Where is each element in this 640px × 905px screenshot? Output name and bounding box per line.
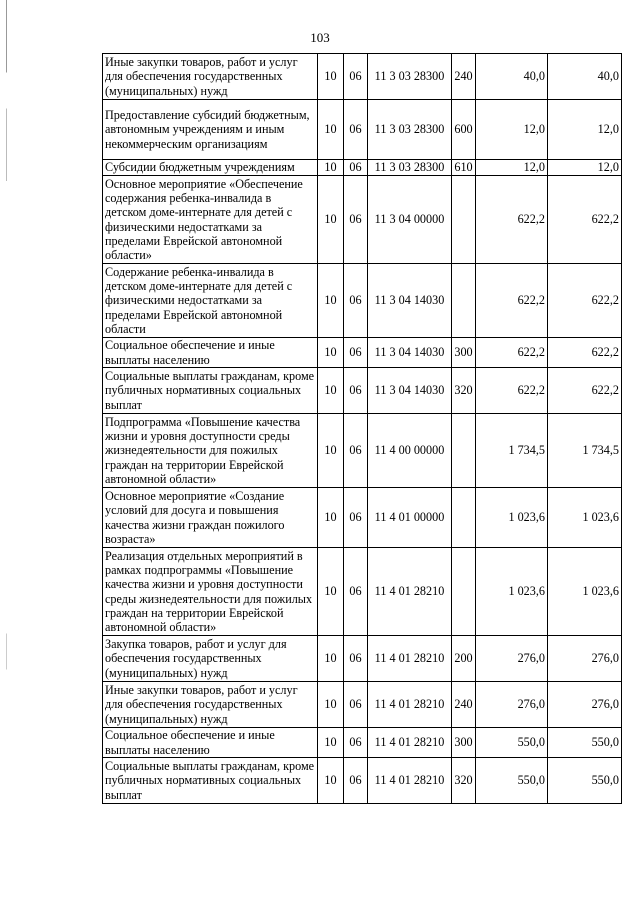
table-cell-subsection: 06 <box>344 54 368 100</box>
table-cell-expense-type: 320 <box>452 758 476 804</box>
table-cell-target-article: 11 3 04 00000 <box>368 176 452 264</box>
table-cell-section: 10 <box>318 368 344 414</box>
table-cell-amount-1: 1 734,5 <box>476 414 548 488</box>
table-row <box>103 100 622 160</box>
table-cell-amount-2: 1 023,6 <box>548 548 622 636</box>
table-cell-section: 10 <box>318 488 344 548</box>
table-cell-amount-2: 550,0 <box>548 728 622 758</box>
table-cell-section: 10 <box>318 338 344 368</box>
table-cell-amount-1: 40,0 <box>476 54 548 100</box>
table-cell-amount-1: 1 023,6 <box>476 488 548 548</box>
table-cell-expense-type: 300 <box>452 338 476 368</box>
table-cell-amount-1: 12,0 <box>476 100 548 160</box>
table-cell-amount-2: 40,0 <box>548 54 622 100</box>
table-cell-subsection: 06 <box>344 488 368 548</box>
table-cell-target-article: 11 4 01 28210 <box>368 682 452 728</box>
table-cell-amount-1: 12,0 <box>476 160 548 176</box>
table-row <box>103 54 622 100</box>
table-cell-section: 10 <box>318 54 344 100</box>
table-cell-name: Реализация отдельных мероприятий в рамках подпрограммы «Повышение качества жизни и уровня доступности среды жизнедеятельности для пожилых граждан на территории Еврейской автономной области» <box>103 548 318 636</box>
table-cell-expense-type: 200 <box>452 636 476 682</box>
table-cell-amount-1: 622,2 <box>476 368 548 414</box>
table-cell-expense-type: 600 <box>452 100 476 160</box>
table-cell-amount-1: 276,0 <box>476 636 548 682</box>
table-cell-section: 10 <box>318 682 344 728</box>
table-cell-amount-2: 12,0 <box>548 100 622 160</box>
table-cell-amount-2: 550,0 <box>548 758 622 804</box>
table-cell-expense-type <box>452 548 476 636</box>
table-cell-subsection: 06 <box>344 728 368 758</box>
table-row <box>103 264 622 338</box>
table-cell-amount-1: 550,0 <box>476 758 548 804</box>
table-row <box>103 176 622 264</box>
table-cell-target-article: 11 3 04 14030 <box>368 368 452 414</box>
table-row <box>103 548 622 636</box>
table-cell-subsection: 06 <box>344 636 368 682</box>
table-cell-name: Предоставление субсидий бюджетным, автономным учреждениям и иным некоммерческим организациям <box>103 100 318 160</box>
table-row <box>103 728 622 758</box>
table-cell-subsection: 06 <box>344 548 368 636</box>
table-cell-subsection: 06 <box>344 758 368 804</box>
table-cell-section: 10 <box>318 548 344 636</box>
table-cell-expense-type <box>452 176 476 264</box>
table-cell-amount-1: 622,2 <box>476 338 548 368</box>
table-row <box>103 682 622 728</box>
table-cell-name: Основное мероприятие «Обеспечение содержания ребенка-инвалида в детском доме-интернате для детей с физическими недостатками за пределами Еврейской автономной области» <box>103 176 318 264</box>
table-cell-section: 10 <box>318 176 344 264</box>
table-row <box>103 338 622 368</box>
table-cell-name: Субсидии бюджетным учреждениям <box>103 160 318 176</box>
table-cell-amount-2: 622,2 <box>548 176 622 264</box>
table-cell-target-article: 11 3 04 14030 <box>368 338 452 368</box>
table-cell-target-article: 11 4 01 28210 <box>368 728 452 758</box>
table-cell-expense-type: 610 <box>452 160 476 176</box>
page-number: 103 <box>310 30 330 45</box>
table-cell-amount-1: 622,2 <box>476 176 548 264</box>
table-cell-section: 10 <box>318 100 344 160</box>
budget-table <box>102 53 622 804</box>
table-cell-amount-2: 1 023,6 <box>548 488 622 548</box>
table-cell-section: 10 <box>318 758 344 804</box>
table-cell-name: Подпрограмма «Повышение качества жизни и уровня доступности среды жизнедеятельности для пожилых граждан на территории Еврейской автономной области» <box>103 414 318 488</box>
table-cell-target-article: 11 4 01 00000 <box>368 488 452 548</box>
table-row <box>103 758 622 804</box>
table-row <box>103 414 622 488</box>
table-cell-expense-type <box>452 414 476 488</box>
table-cell-subsection: 06 <box>344 368 368 414</box>
table-cell-amount-1: 276,0 <box>476 682 548 728</box>
table-cell-name: Социальные выплаты гражданам, кроме публичных нормативных социальных выплат <box>103 368 318 414</box>
table-cell-target-article: 11 4 01 28210 <box>368 636 452 682</box>
table-cell-target-article: 11 3 04 14030 <box>368 264 452 338</box>
table-cell-section: 10 <box>318 264 344 338</box>
table-cell-subsection: 06 <box>344 176 368 264</box>
table-cell-target-article: 11 3 03 28300 <box>368 160 452 176</box>
table-cell-section: 10 <box>318 728 344 758</box>
table-cell-amount-2: 622,2 <box>548 368 622 414</box>
table-row <box>103 488 622 548</box>
table-cell-target-article: 11 4 00 00000 <box>368 414 452 488</box>
table-cell-subsection: 06 <box>344 264 368 338</box>
table-cell-amount-1: 622,2 <box>476 264 548 338</box>
table-row <box>103 368 622 414</box>
table-cell-name: Социальное обеспечение и иные выплаты населению <box>103 338 318 368</box>
table-cell-subsection: 06 <box>344 100 368 160</box>
table-cell-target-article: 11 3 03 28300 <box>368 100 452 160</box>
table-cell-subsection: 06 <box>344 338 368 368</box>
table-row <box>103 160 622 176</box>
table-cell-amount-2: 622,2 <box>548 264 622 338</box>
table-cell-subsection: 06 <box>344 682 368 728</box>
table-cell-amount-2: 1 734,5 <box>548 414 622 488</box>
table-cell-amount-2: 276,0 <box>548 682 622 728</box>
table-row <box>103 636 622 682</box>
scan-edge-mark <box>6 0 7 905</box>
table-cell-name: Социальное обеспечение и иные выплаты населению <box>103 728 318 758</box>
table-cell-amount-1: 1 023,6 <box>476 548 548 636</box>
table-cell-expense-type <box>452 488 476 548</box>
table-cell-section: 10 <box>318 160 344 176</box>
table-cell-expense-type: 240 <box>452 682 476 728</box>
table-cell-target-article: 11 3 03 28300 <box>368 54 452 100</box>
table-cell-target-article: 11 4 01 28210 <box>368 548 452 636</box>
table-cell-amount-2: 12,0 <box>548 160 622 176</box>
table-cell-expense-type <box>452 264 476 338</box>
table-cell-name: Иные закупки товаров, работ и услуг для обеспечения государственных (муниципальных) нужд <box>103 682 318 728</box>
table-cell-name: Иные закупки товаров, работ и услуг для обеспечения государственных (муниципальных) нужд <box>103 54 318 100</box>
table-cell-subsection: 06 <box>344 414 368 488</box>
table-cell-amount-1: 550,0 <box>476 728 548 758</box>
table-cell-subsection: 06 <box>344 160 368 176</box>
table-cell-amount-2: 276,0 <box>548 636 622 682</box>
table-cell-section: 10 <box>318 636 344 682</box>
table-cell-expense-type: 300 <box>452 728 476 758</box>
table-cell-expense-type: 320 <box>452 368 476 414</box>
table-cell-name: Содержание ребенка-инвалида в детском доме-интернате для детей с физическими недостатками за пределами Еврейской автономной области <box>103 264 318 338</box>
table-cell-name: Социальные выплаты гражданам, кроме публичных нормативных социальных выплат <box>103 758 318 804</box>
table-cell-name: Основное мероприятие «Создание условий для досуга и повышения качества жизни граждан пожилого возраста» <box>103 488 318 548</box>
table-cell-target-article: 11 4 01 28210 <box>368 758 452 804</box>
table-cell-expense-type: 240 <box>452 54 476 100</box>
table-cell-section: 10 <box>318 414 344 488</box>
table-cell-name: Закупка товаров, работ и услуг для обеспечения государственных (муниципальных) нужд <box>103 636 318 682</box>
table-cell-amount-2: 622,2 <box>548 338 622 368</box>
